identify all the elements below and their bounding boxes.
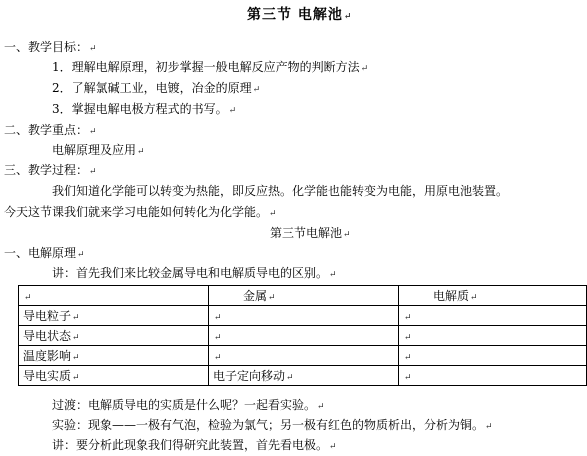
comparison-table — [18, 285, 587, 386]
paragraph-mark-icon: ↵ — [404, 332, 412, 343]
transition-line-text: 过渡：电解质导电的实质是什么呢？一起看实验。 — [52, 398, 317, 412]
paragraph-mark-icon: ↵ — [72, 313, 80, 323]
section3-paragraph-text: 我们知道化学能可以转变为热能，即反应热。化学能也能转变为电能，用原电池装置。 — [52, 184, 509, 198]
table-header-text: 电解质 — [433, 289, 470, 303]
table-row — [19, 326, 587, 346]
objective-item-text: 2．了解氯碱工业，电镀，冶金的原理 — [52, 81, 252, 95]
paragraph-mark-icon: ↵ — [72, 333, 80, 343]
doc-title-text: 第三节 电解池 — [247, 7, 343, 23]
table-row — [19, 346, 587, 366]
experiment-line-text: 实验：现象——一极有气泡，检验为氯气；另一极有红色的物质析出，分析为铜。 — [52, 418, 485, 432]
table-cell-text: 温度影响 — [23, 349, 72, 363]
paragraph-mark-icon: ↵ — [137, 147, 145, 157]
objective-item — [52, 60, 368, 76]
table-cell-text: 电子定向移动 — [213, 369, 286, 383]
part1-heading-text: 一、电解原理 — [4, 246, 77, 260]
table-row — [19, 366, 587, 386]
section2-heading-text: 二、教学重点： — [4, 123, 89, 137]
paragraph-mark-icon: ↵ — [228, 106, 237, 116]
paragraph-mark-icon: ↵ — [89, 44, 97, 54]
paragraph-mark-icon: ↵ — [24, 292, 32, 303]
paragraph-mark-icon: ↵ — [329, 442, 337, 452]
paragraph-mark-icon: ↵ — [404, 352, 412, 363]
part1-intro — [52, 266, 337, 282]
table-cell — [209, 346, 399, 366]
table-header-text: 金属 — [243, 289, 268, 303]
table-header-cell — [209, 286, 399, 306]
transition-line — [52, 398, 325, 414]
paragraph-mark-icon: ↵ — [286, 373, 294, 383]
lecture-line-text: 讲：要分析此现象我们得研究此装置，首先看电极。 — [52, 438, 329, 452]
paragraph-mark-icon: ↵ — [485, 422, 493, 432]
paragraph-mark-icon: ↵ — [360, 64, 369, 74]
table-cell — [209, 326, 399, 346]
paragraph-mark-icon: ↵ — [89, 127, 97, 137]
paragraph-mark-icon: ↵ — [329, 270, 337, 280]
section1-heading-text: 一、教学目标： — [4, 40, 89, 54]
paragraph-mark-icon: ↵ — [268, 293, 276, 303]
table-header-cell — [19, 286, 209, 306]
section3-heading — [4, 163, 97, 179]
table-header-row — [19, 286, 587, 306]
lecture-line — [52, 438, 337, 454]
paragraph-mark-icon: ↵ — [77, 250, 85, 260]
paragraph-mark-icon: ↵ — [214, 312, 222, 323]
objective-item-text: 1．理解电解原理，初步掌握一般电解反应产物的判断方法 — [52, 60, 360, 74]
paragraph-mark-icon: ↵ — [89, 167, 97, 177]
paragraph-mark-icon: ↵ — [214, 352, 222, 363]
section3-paragraph — [52, 184, 508, 198]
paragraph-mark-icon: ↵ — [252, 85, 261, 95]
part1-intro-text: 讲：首先我们来比较金属导电和电解质导电的区别。 — [52, 266, 329, 280]
table-row — [19, 306, 587, 326]
paragraph-mark-icon: ↵ — [404, 312, 412, 323]
paragraph-mark-icon: ↵ — [72, 373, 80, 383]
objective-item — [52, 102, 236, 118]
table-cell — [399, 326, 587, 346]
paragraph-mark-icon: ↵ — [343, 230, 351, 240]
paragraph-mark-icon: ↵ — [317, 402, 325, 412]
table-cell-text: 导电实质 — [23, 369, 72, 383]
section3-paragraph-text: 今天这节课我们就来学习电能如何转化为化学能。 — [4, 205, 269, 219]
part1-heading — [4, 246, 85, 262]
objective-item-text: 3．掌握电解电极方程式的书写。 — [52, 102, 228, 116]
table-cell — [209, 366, 399, 386]
section2-content-text: 电解原理及应用 — [52, 143, 137, 157]
paragraph-mark-icon: ↵ — [470, 293, 478, 303]
table-header-cell — [399, 286, 587, 306]
section2-content — [52, 143, 145, 159]
table-cell-text: 导电状态 — [23, 329, 72, 343]
doc-title — [247, 8, 352, 24]
paragraph-mark-icon: ↵ — [72, 353, 80, 363]
table-cell — [19, 326, 209, 346]
objective-item — [52, 81, 260, 97]
paragraph-mark-icon: ↵ — [404, 372, 412, 383]
paragraph-mark-icon: ↵ — [343, 12, 353, 22]
table-cell — [19, 346, 209, 366]
table-cell — [19, 306, 209, 326]
table-cell-text: 导电粒子 — [23, 309, 72, 323]
paragraph-mark-icon: ↵ — [269, 209, 277, 219]
subtitle — [270, 226, 351, 242]
table-cell — [399, 306, 587, 326]
section3-heading-text: 三、教学过程： — [4, 163, 89, 177]
paragraph-mark-icon: ↵ — [214, 332, 222, 343]
section2-heading — [4, 123, 97, 139]
table-cell — [399, 346, 587, 366]
subtitle-text: 第三节电解池 — [270, 226, 343, 240]
section3-paragraph — [4, 205, 277, 221]
section1-heading — [4, 40, 97, 56]
experiment-line — [52, 418, 493, 434]
table-cell — [19, 366, 209, 386]
table-cell — [209, 306, 399, 326]
table-cell — [399, 366, 587, 386]
